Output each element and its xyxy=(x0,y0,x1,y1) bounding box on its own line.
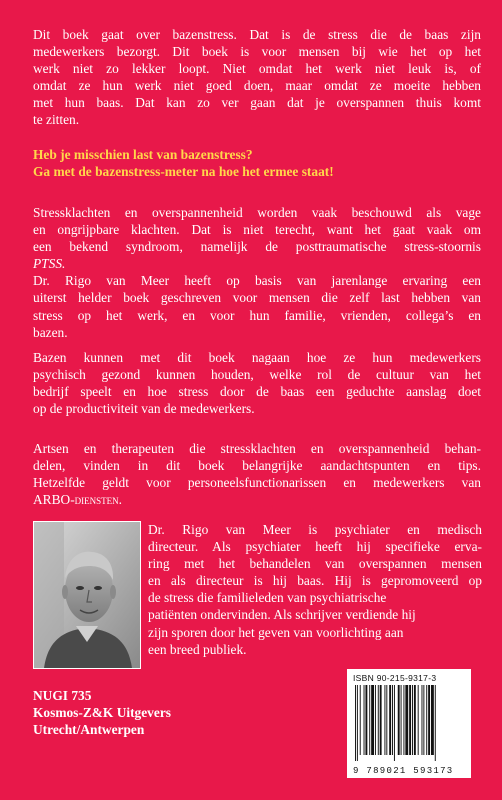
intro-line: werk niet zo lekker loopt. Niet omdat het werk niet leuk is, of xyxy=(33,61,481,77)
ean-number: 9 789021 593173 xyxy=(353,766,454,776)
barcode-bar xyxy=(380,685,382,755)
complaints-line: uiterst helder boek geschreven voor mensen die zelf last hebben van xyxy=(33,290,481,306)
bosses-line: op de productiviteit van de medewerkers. xyxy=(33,401,255,417)
barcode-bar xyxy=(394,685,395,761)
bio-line: zijn sporen door het geven van voorlichting aan xyxy=(148,624,404,640)
bio-line: de stress die familieleden van psychiatrische xyxy=(148,590,387,606)
barcode-bar xyxy=(384,685,385,755)
nugi-code: NUGI 735 xyxy=(33,688,92,703)
bosses-line: Bazen kunnen met dit boek nagaan hoe ze hun medewerkers xyxy=(33,350,481,365)
barcode-bar xyxy=(355,685,356,761)
barcode-bar xyxy=(365,685,367,755)
barcode-bar xyxy=(435,685,436,761)
barcode-bar xyxy=(375,685,376,755)
barcode-bar xyxy=(422,685,423,755)
complaints-line: Stressklachten en overspannenheid worden vaak beschouwd als vage xyxy=(33,205,481,220)
question-line-1: Heb je misschien last van bazenstress? xyxy=(33,147,253,162)
complaints-line: een bekend syndroom, namelijk de posttraumatische stress-stoornis xyxy=(33,239,481,255)
bio-line: directeur. Als psychiater heeft hij specifieke erva- xyxy=(148,539,482,555)
barcode-bar xyxy=(405,685,408,755)
question-paragraph xyxy=(33,146,481,180)
barcode-bar xyxy=(378,685,379,755)
barcode-bar xyxy=(401,685,402,755)
bosses-line: bedrijf speelt en hoe stress door de baas een geduchte aanslag doet xyxy=(33,384,481,400)
barcode-bar xyxy=(412,685,413,755)
barcode-bar xyxy=(360,685,361,755)
intro-paragraph xyxy=(33,26,481,129)
arbo-text: ARBO-diensten. xyxy=(33,492,123,508)
barcode-bar xyxy=(398,685,400,755)
barcode xyxy=(347,669,471,778)
barcode-bar xyxy=(428,685,430,755)
author-photo xyxy=(33,521,141,669)
bio-line: en als directeur is hij baas. Hij is gepromoveerd op xyxy=(148,573,482,589)
bosses-paragraph xyxy=(33,349,481,417)
bio-line: patiënten ondervinden. Als schrijver verdiende hij xyxy=(148,607,416,623)
intro-line: met hun baas. Dat kan zo ver gaan dat je overspannen thuis komt xyxy=(33,95,481,111)
author-portrait-image xyxy=(34,522,140,668)
barcode-bar xyxy=(414,685,416,755)
complaints-line: stress op het werk, en voor hun familie, vrienden, collega’s en xyxy=(33,307,481,323)
doctors-line: delen, vinden in dit boek belangrijke aandachtspunten en tips. xyxy=(33,458,481,474)
isbn-number: ISBN 90-215-9317-3 xyxy=(353,673,437,683)
doctors-line: Artsen en therapeuten die stressklachten en overspannenheid behan- xyxy=(33,441,481,456)
intro-line: te zitten. xyxy=(33,112,80,128)
ptss-text: PTSS. xyxy=(33,256,66,272)
doctors-paragraph xyxy=(33,440,481,508)
bio-line: een breed publiek. xyxy=(148,641,247,657)
question-line-2: Ga met de bazenstress-meter na hoe het ermee staat! xyxy=(33,164,334,180)
bio-line: Dr. Rigo van Meer is psychiater en medisch xyxy=(148,522,482,537)
complaints-line: bazen. xyxy=(33,324,68,340)
complaints-line: Dr. Rigo van Meer heeft op basis van jarenlange ervaring een xyxy=(33,273,481,289)
complaints-line: en ongrijpbare klachten. Dat is niet terecht, want het gaat vaak om xyxy=(33,222,481,238)
barcode-bar xyxy=(392,685,393,755)
publisher-name: Kosmos-Z&K Uitgevers xyxy=(33,705,171,720)
intro-line: Dit boek gaat over bazenstress. Dat is de stress die de baas zijn xyxy=(33,27,481,42)
complaints-paragraph xyxy=(33,204,481,341)
bosses-line: psychisch gezond kunnen houden, welke rol de cultuur van het xyxy=(33,367,481,383)
barcode-bars xyxy=(353,685,465,761)
barcode-bar xyxy=(371,685,374,755)
barcode-bar xyxy=(403,685,404,755)
barcode-bar xyxy=(389,685,391,755)
author-bio xyxy=(148,521,482,658)
publisher-city: Utrecht/Antwerpen xyxy=(33,722,145,737)
bio-line: ring met het behandelen van overspannen mensen xyxy=(148,556,482,572)
barcode-bar xyxy=(426,685,427,755)
intro-line: medewerkers bezorgt. Dit boek is voor mensen bij wie het op het xyxy=(33,44,481,60)
doctors-line: Hetzelfde geldt voor personeelsfunctionarissen en medewerkers van xyxy=(33,475,481,491)
barcode-bar xyxy=(357,685,358,761)
barcode-bar xyxy=(431,685,434,755)
barcode-bar xyxy=(409,685,411,755)
barcode-bar xyxy=(369,685,370,755)
intro-line: omdat ze hun werk niet goed doen, maar omdat ze moeite hebben xyxy=(33,78,481,94)
barcode-bar xyxy=(423,685,424,755)
barcode-bar xyxy=(418,685,419,755)
barcode-bar xyxy=(386,685,387,755)
publisher-info xyxy=(33,687,171,738)
barcode-bar xyxy=(364,685,365,755)
